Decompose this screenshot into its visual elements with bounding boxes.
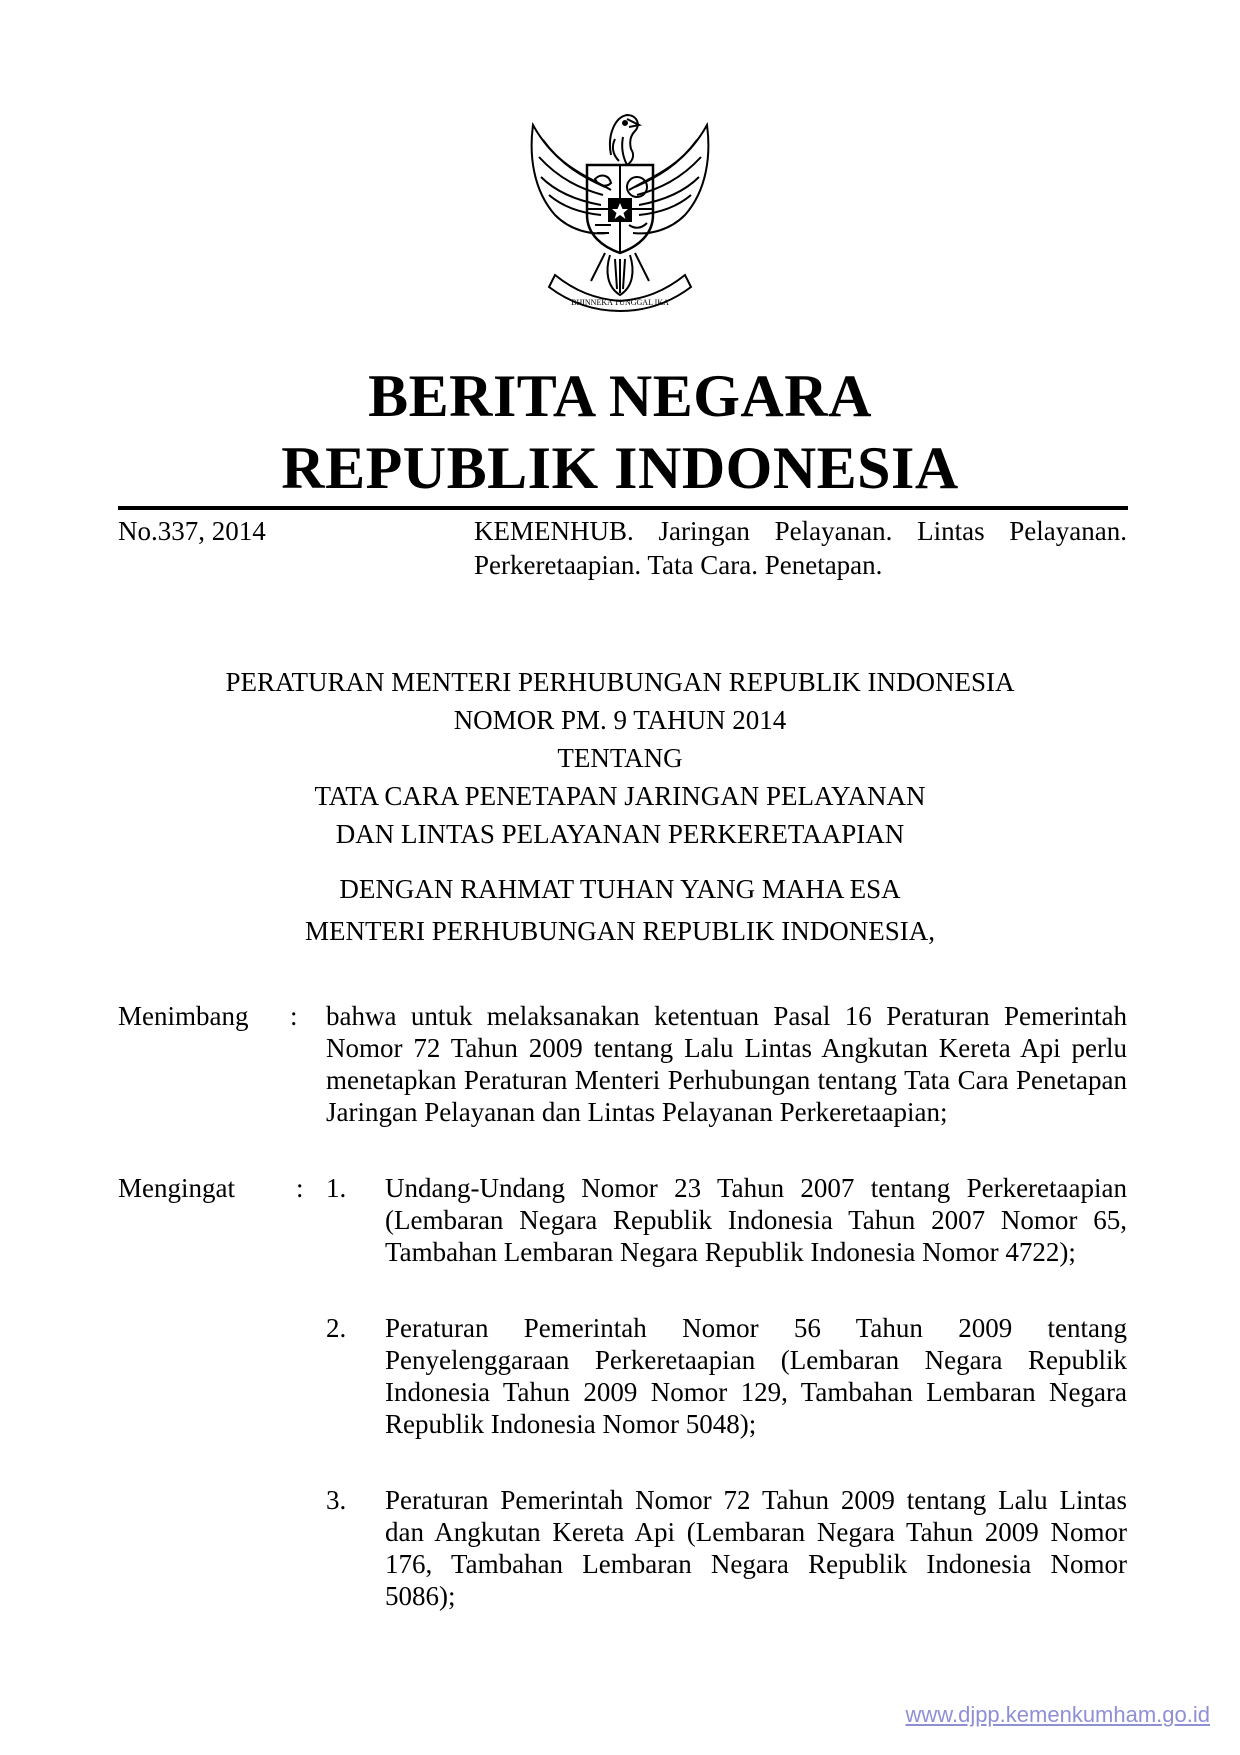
menimbang-colon: : (290, 1001, 298, 1031)
mengingat-label: Mengingat (118, 1173, 235, 1203)
regulation-title: PERATURAN MENTERI PERHUBUNGAN REPUBLIK INDONESIA (225, 667, 1015, 697)
menimbang-label: Menimbang (118, 1001, 249, 1031)
mengingat-item-text: Peraturan Pemerintah Nomor 72 Tahun 2009 tentang Lalu Lintas dan Angkutan Kereta Api (Lembaran Negara Tahun 2009 Nomor 176, Tambahan Lembaran Negara Republik Indonesia Nomor 5086); (385, 1485, 1127, 1611)
menimbang-text: bahwa untuk melaksanakan ketentuan Pasal 16 Peraturan Pemerintah Nomor 72 Tahun 2009 tentang Lalu Lintas Angkutan Kereta Api perlu menetapkan Peraturan Menteri Perhubungan tentang Tata Cara Penetapan Jaringan Pelayanan dan Lintas Pelayanan Perkeretaapian; (326, 1001, 1127, 1127)
garuda-emblem-icon (515, 95, 725, 313)
gazette-title-line1: BERITA NEGARA (368, 363, 872, 429)
preamble-line1: DENGAN RAHMAT TUHAN YANG MAHA ESA (339, 874, 901, 904)
regulation-number: NOMOR PM. 9 TAHUN 2014 (453, 705, 787, 735)
mengingat-item-number: 3. (326, 1485, 347, 1515)
gazette-title-line2: REPUBLIK INDONESIA (281, 435, 959, 501)
footer-website-link[interactable]: www.djpp.kemenkumham.go.id (905, 1702, 1210, 1727)
mengingat-colon: : (296, 1173, 304, 1203)
gazette-summary: KEMENHUB. Jaringan Pelayanan. Lintas Pelayanan. Perkeretaapian. Tata Cara. Penetapan. (474, 516, 1127, 580)
header-divider (118, 506, 1128, 510)
regulation-subject-line1: TATA CARA PENETAPAN JARINGAN PELAYANAN (314, 781, 926, 811)
regulation-about: TENTANG (557, 743, 683, 773)
mengingat-item-number: 2. (326, 1313, 347, 1343)
mengingat-item-text: Undang-Undang Nomor 23 Tahun 2007 tentang Perkeretaapian (Lembaran Negara Republik Indonesia Tahun 2007 Nomor 65, Tambahan Lembaran Negara Republik Indonesia Nomor 4722); (385, 1173, 1127, 1267)
mengingat-item-number: 1. (326, 1173, 347, 1203)
gazette-number: No.337, 2014 (118, 516, 266, 546)
regulation-subject-line2: DAN LINTAS PELAYANAN PERKERETAAPIAN (335, 819, 905, 849)
mengingat-item-text: Peraturan Pemerintah Nomor 56 Tahun 2009 tentang Penyelenggaraan Perkeretaapian (Lembaran Negara Republik Indonesia Tahun 2009 Nomor 129, Tambahan Lembaran Negara Republik Indonesia Nomor 5048); (385, 1313, 1127, 1439)
preamble-line2: MENTERI PERHUBUNGAN REPUBLIK INDONESIA, (305, 916, 935, 946)
motto-text: BHINNEKA TUNGGAL IKA (571, 298, 669, 307)
